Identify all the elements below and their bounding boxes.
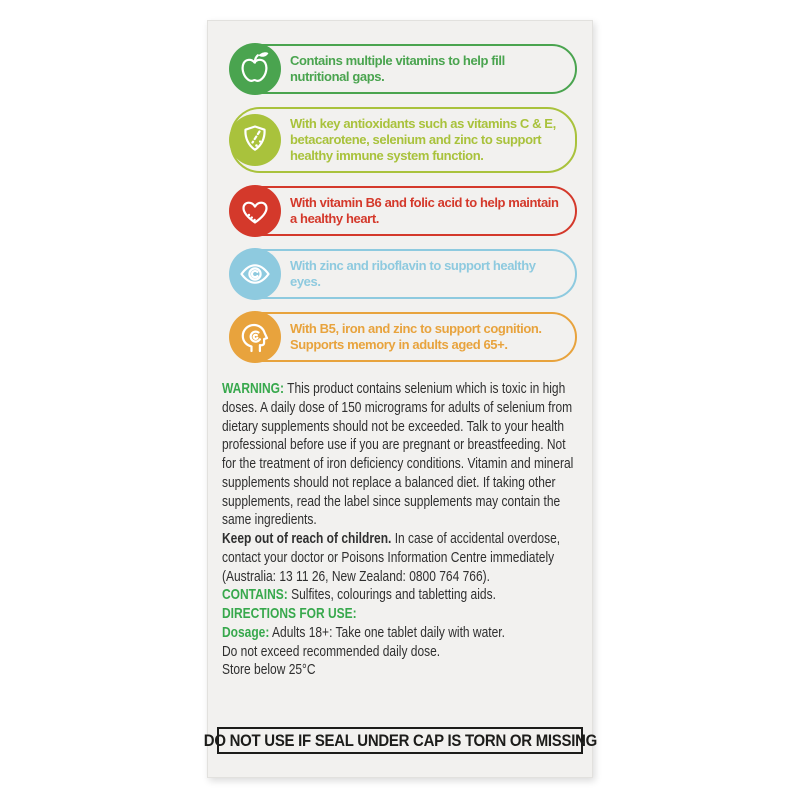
benefit-pill-multivitamin bbox=[230, 44, 577, 94]
dosage-text: Adults 18+: Take one tablet daily with water. bbox=[272, 623, 505, 641]
benefit-text: With vitamin B6 and folic acid to help maintain a healthy heart. bbox=[290, 195, 559, 226]
daily-dose-note: Do not exceed recommended daily dose. bbox=[222, 642, 441, 660]
benefit-pill-cognition bbox=[230, 312, 577, 362]
benefit-text: With key antioxidants such as vitamins C & E, betacarotene, selenium and zinc to support healthy immune system function. bbox=[290, 116, 556, 163]
seal-warning-box bbox=[203, 727, 597, 754]
storage-note: Store below 25°C bbox=[222, 661, 316, 679]
dosage-label: Dosage: bbox=[222, 623, 270, 641]
apple-icon bbox=[229, 43, 281, 95]
benefit-pill-antioxidants bbox=[230, 107, 577, 173]
contains-label: CONTAINS: bbox=[222, 586, 288, 604]
directions-label: DIRECTIONS FOR USE: bbox=[222, 605, 357, 622]
keep-out-label: Keep out of reach of children. bbox=[222, 530, 392, 547]
keep-out-text: In case of accidental overdose, contact your doctor or Poisons Information Centre immediately (Australia: 13 11 26, New Zealand: 0800 764 766). bbox=[222, 530, 561, 585]
warning-label: WARNING: bbox=[222, 380, 284, 397]
head-icon bbox=[229, 311, 281, 363]
benefit-list bbox=[230, 44, 577, 362]
shield-icon bbox=[229, 114, 281, 166]
benefit-text: Contains multiple vitamins to help fill nutritional gaps. bbox=[290, 53, 505, 84]
benefit-pill-eyes bbox=[230, 249, 577, 299]
warning-text: This product contains selenium which is toxic in high doses. A daily dose of 150 micrograms for adults of selenium from dietary supplements should not be exceeded. Talk to your health professional before use if you are pregnant or breastfeeding. Not for the treatment of iron deficiency conditions. Vitamin and mineral supplements should not replace a balanced diet. If taking other supplements, read the label since supplements may contain the same ingredients. bbox=[222, 380, 574, 529]
dosage-paragraph bbox=[222, 624, 578, 643]
regulatory-text bbox=[222, 380, 578, 680]
keep-out-paragraph bbox=[222, 530, 578, 586]
product-label-panel bbox=[203, 20, 597, 778]
eye-icon bbox=[229, 248, 281, 300]
directions-heading bbox=[222, 605, 578, 624]
seal-warning-text: DO NOT USE IF SEAL UNDER CAP IS TORN OR MISSING bbox=[203, 730, 597, 750]
benefit-pill-heart bbox=[230, 186, 577, 236]
contains-text: Sulfites, colourings and tabletting aids. bbox=[291, 586, 496, 604]
heart-icon bbox=[229, 185, 281, 237]
warning-paragraph bbox=[222, 380, 578, 530]
benefit-text: With B5, iron and zinc to support cognition. Supports memory in adults aged 65+. bbox=[290, 321, 542, 352]
contains-paragraph bbox=[222, 586, 578, 605]
benefit-text: With zinc and riboflavin to support healthy eyes. bbox=[290, 258, 536, 289]
